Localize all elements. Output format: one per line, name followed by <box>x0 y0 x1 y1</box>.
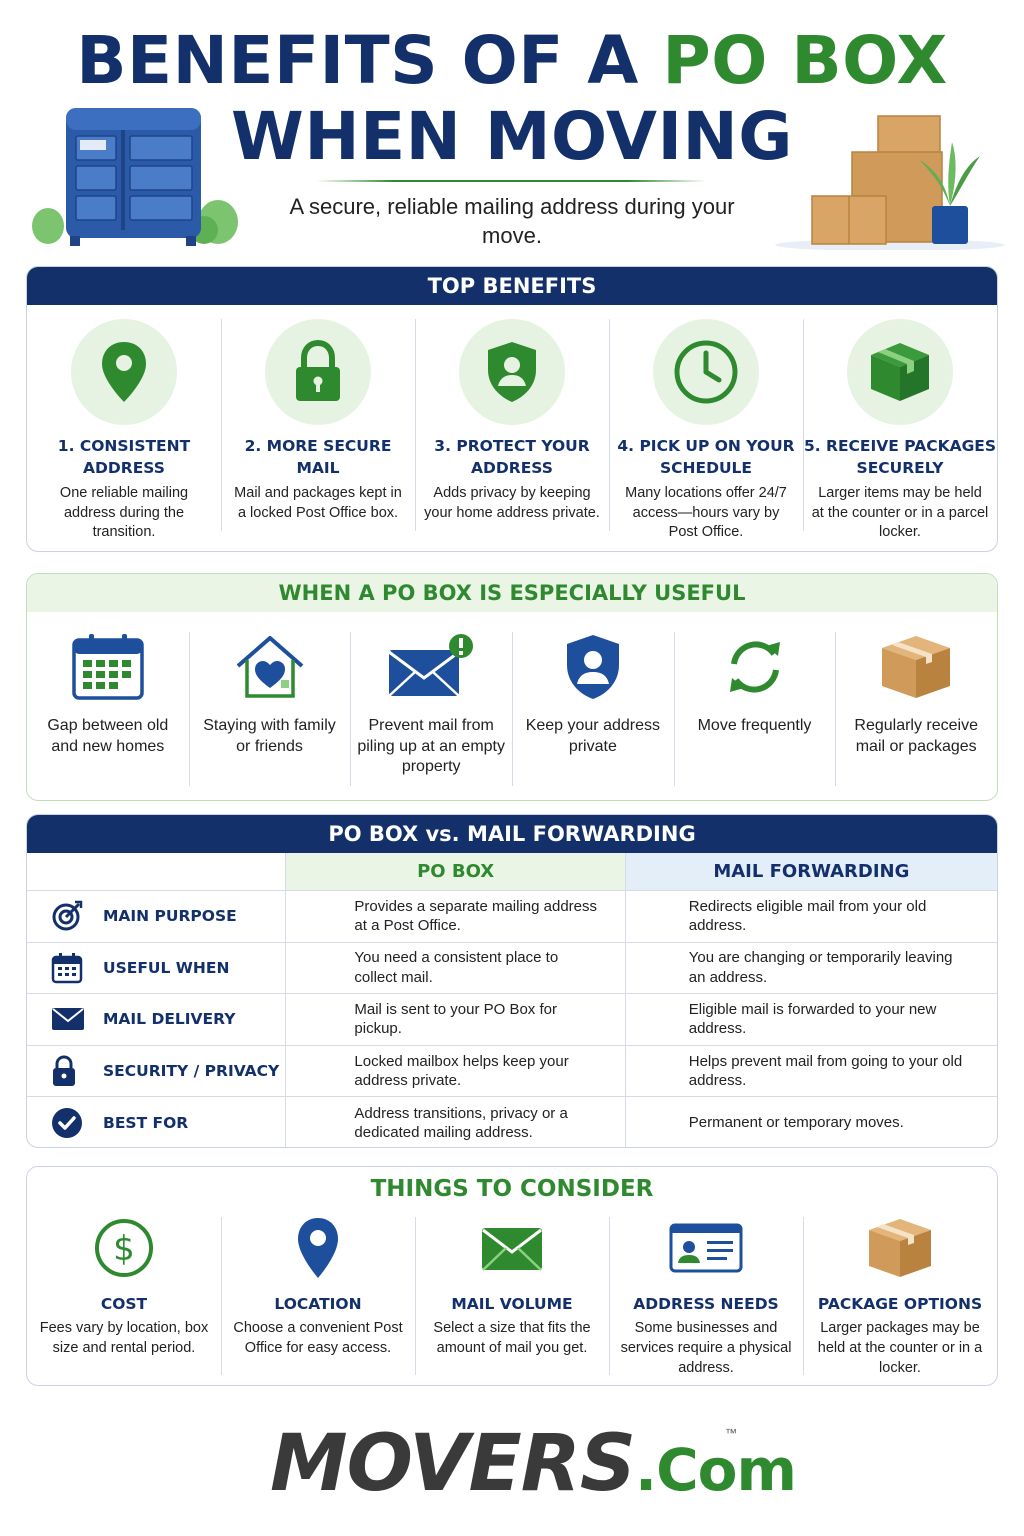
page-title-line2: WHEN MOVING <box>231 98 793 175</box>
table-row: MAIL DELIVERY Mail is sent to your PO Box for pickup. Eligible mail is forwarded to your new address. <box>27 994 997 1046</box>
useful-move-frequently: Move frequently <box>674 612 836 800</box>
shield-user-icon <box>563 632 623 702</box>
moving-boxes-plant-icon <box>770 100 1010 250</box>
comparison-panel <box>26 814 998 1148</box>
table-row: SECURITY / PRIVACY Locked mailbox helps keep your address private. Helps prevent mail from going to your old address. <box>27 1046 997 1098</box>
benefit-secure-mail: 2. MORE SECURE MAIL Mail and packages kept in a locked Post Office box. <box>221 305 415 552</box>
useful-keep-address-private: Keep your address private <box>512 612 674 800</box>
benefit-receive-packages: 5. RECEIVE PACKAGES SECURELY Larger items may be held at the counter or in a parcel locker. <box>803 305 997 552</box>
column-header-po-box: PO BOX <box>285 853 624 890</box>
table-row: USEFUL WHEN You need a consistent place to collect mail. You are changing or temporarily leaving an address. <box>27 943 997 995</box>
when-useful-heading: WHEN A PO BOX IS ESPECIALLY USEFUL <box>27 574 997 612</box>
top-benefits-heading: TOP BENEFITS <box>27 267 997 305</box>
location-pin-icon <box>295 1216 341 1280</box>
column-header-mail-forwarding: MAIL FORWARDING <box>625 853 997 890</box>
shield-user-icon <box>484 340 540 404</box>
clock-icon <box>673 339 739 405</box>
calendar-icon <box>51 952 83 984</box>
dollar-icon <box>93 1217 155 1279</box>
envelope-icon <box>51 1006 85 1032</box>
logo-trademark: ™ <box>725 1426 737 1440</box>
when-useful-panel <box>26 573 998 801</box>
id-card-icon <box>669 1221 743 1275</box>
movers-logo <box>270 1418 796 1510</box>
padlock-icon <box>51 1055 77 1087</box>
location-pin-icon <box>99 340 149 404</box>
page-title-line1: BENEFITS OF A PO BOX <box>76 22 948 99</box>
useful-receive-mail-packages: Regularly receive mail or packages <box>835 612 997 800</box>
checkmark-circle-icon <box>51 1107 83 1139</box>
consider-location: LOCATION Choose a convenient Post Office for easy access. <box>221 1211 415 1383</box>
cardboard-box-icon <box>878 632 954 702</box>
comparison-heading: PO BOX vs. MAIL FORWARDING <box>27 815 997 853</box>
target-icon <box>51 900 83 932</box>
envelope-icon <box>480 1222 544 1274</box>
table-row: BEST FOR Address transitions, privacy or a dedicated mailing address. Permanent or temporary moves. <box>27 1097 997 1148</box>
benefit-protect-address: 3. PROTECT YOUR ADDRESS Adds privacy by keeping your home address private. <box>415 305 609 552</box>
house-heart-icon <box>233 632 307 702</box>
calendar-icon <box>71 632 145 702</box>
benefit-consistent-address: 1. CONSISTENT ADDRESS One reliable mailing address during the transition. <box>27 305 221 552</box>
subtitle: A secure, reliable mailing address during your move. <box>289 194 735 248</box>
svg-text:$: $ <box>113 1229 135 1269</box>
useful-staying-with-family: Staying with family or friends <box>189 612 351 800</box>
benefit-pick-up-schedule: 4. PICK UP ON YOUR SCHEDULE Many locations offer 24/7 access—hours vary by Post Office. <box>609 305 803 552</box>
envelope-alert-icon <box>385 632 477 702</box>
header <box>0 0 1024 260</box>
useful-prevent-mail-piling: Prevent mail from piling up at an empty property <box>350 612 512 800</box>
cardboard-box-icon <box>865 1216 935 1280</box>
consider-package-options: PACKAGE OPTIONS Larger packages may be held at the counter or in a locker. <box>803 1211 997 1383</box>
package-icon <box>867 341 933 403</box>
refresh-arrows-icon <box>722 634 788 700</box>
table-row: MAIN PURPOSE Provides a separate mailing address at a Post Office. Redirects eligible mail from your old address. <box>27 891 997 943</box>
title-highlight: PO BOX <box>662 22 948 99</box>
padlock-icon <box>292 340 344 404</box>
useful-gap-between-homes: Gap between old and new homes <box>27 612 189 800</box>
consider-cost: $ COST Fees vary by location, box size and rental period. <box>27 1211 221 1383</box>
top-benefits-panel <box>26 266 998 552</box>
comparison-column-headers <box>27 853 997 891</box>
logo-wordmark: MOVERS.Com <box>270 1419 796 1509</box>
consider-mail-volume: MAIL VOLUME Select a size that fits the amount of mail you get. <box>415 1211 609 1383</box>
po-boxes-illustration-icon <box>28 90 238 250</box>
title-divider <box>316 180 706 182</box>
consider-heading: THINGS TO CONSIDER <box>27 1167 997 1211</box>
consider-panel <box>26 1166 998 1386</box>
consider-address-needs: ADDRESS NEEDS Some businesses and services require a physical address. <box>609 1211 803 1383</box>
